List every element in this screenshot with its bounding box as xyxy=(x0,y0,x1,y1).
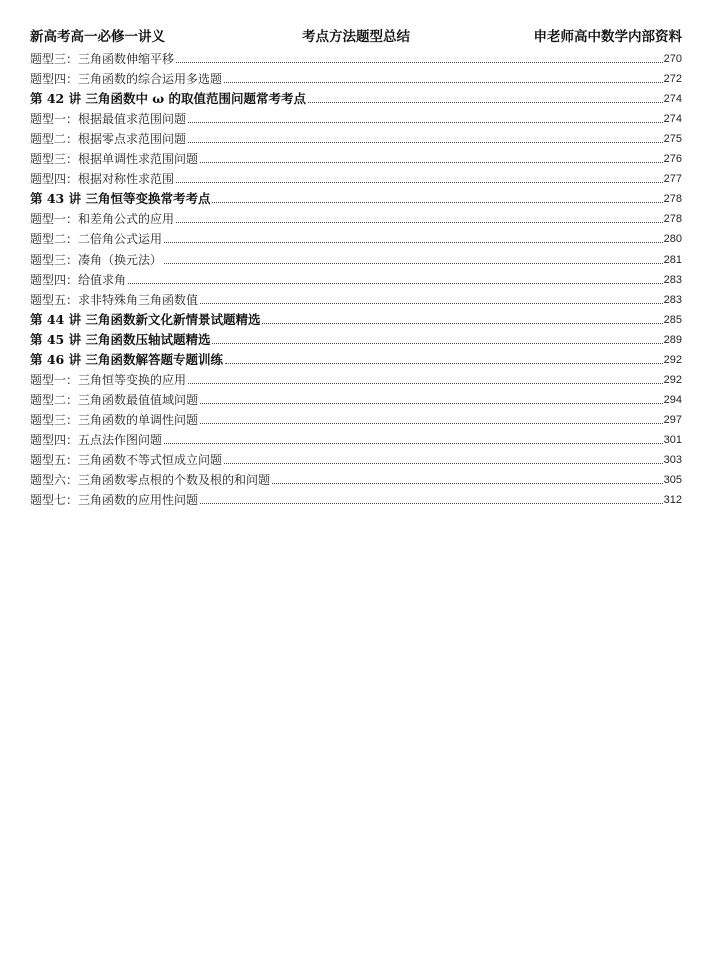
toc-entry-label: 题型三：凑角（换元法） xyxy=(30,252,163,267)
toc-entry-page: 297 xyxy=(663,413,682,426)
toc-entry-page: 276 xyxy=(663,153,682,166)
leader-dots xyxy=(176,222,663,223)
leader-dots xyxy=(212,202,662,203)
toc-entry-page: 303 xyxy=(663,453,682,466)
toc-entry-label: 第 44 讲 三角函数新文化新情景试题精选 xyxy=(30,311,261,327)
leader-dots xyxy=(176,62,663,63)
toc-entry-page: 278 xyxy=(663,193,682,206)
toc-entry-page: 277 xyxy=(663,173,682,186)
toc-entry[interactable] xyxy=(30,387,682,407)
toc-lecture-entry[interactable] xyxy=(30,327,682,347)
leader-dots xyxy=(200,162,663,163)
leader-dots xyxy=(272,483,663,484)
toc-entry-label: 题型一：根据最值求范围问题 xyxy=(30,112,187,127)
toc-entry-page: 283 xyxy=(663,273,682,286)
toc-entry-label: 题型二：根据零点求范围问题 xyxy=(30,132,187,147)
toc-entry-page: 275 xyxy=(663,133,682,146)
toc-entry-label: 题型四：给值求角 xyxy=(30,272,127,287)
toc-entry-label: 题型四：根据对称性求范围 xyxy=(30,172,175,187)
leader-dots xyxy=(200,503,663,504)
toc-entry-label: 题型三：三角函数的单调性问题 xyxy=(30,412,199,427)
toc-entry[interactable] xyxy=(30,106,682,126)
toc-entry[interactable] xyxy=(30,246,682,266)
toc-entry[interactable] xyxy=(30,487,682,507)
toc-entry-label: 题型三：根据单调性求范围问题 xyxy=(30,152,199,167)
toc-entry[interactable] xyxy=(30,407,682,427)
leader-dots xyxy=(262,323,662,324)
toc-entry[interactable] xyxy=(30,146,682,166)
toc-entry-label: 第 43 讲 三角恒等变换常考考点 xyxy=(30,191,211,207)
leader-dots xyxy=(224,82,663,83)
toc-entry[interactable] xyxy=(30,206,682,226)
toc-entry-page: 272 xyxy=(663,73,682,86)
toc-entry-page: 305 xyxy=(663,474,682,487)
toc-entry-page: 274 xyxy=(663,113,682,126)
leader-dots xyxy=(164,242,663,243)
header-center-title: 考点方法题型总结 xyxy=(302,29,410,45)
toc-entry-label: 题型一：和差角公式的应用 xyxy=(30,212,175,227)
leader-dots xyxy=(188,142,663,143)
toc-entry[interactable] xyxy=(30,427,682,447)
page-header xyxy=(30,26,682,44)
toc-entry-label: 第 45 讲 三角函数压轴试题精选 xyxy=(30,331,211,347)
toc-entry[interactable] xyxy=(30,226,682,246)
toc-entry-label: 题型二：三角函数最值值域问题 xyxy=(30,392,199,407)
toc-entry-label: 题型四：三角函数的综合运用多选题 xyxy=(30,72,223,87)
toc-entry-page: 294 xyxy=(663,393,682,406)
toc-entry-page: 283 xyxy=(663,293,682,306)
toc-entry-page: 270 xyxy=(663,53,682,66)
toc-entry-label: 题型四：五点法作图问题 xyxy=(30,432,163,447)
leader-dots xyxy=(164,443,663,444)
toc-entry-page: 292 xyxy=(663,373,682,386)
toc-entry[interactable] xyxy=(30,166,682,186)
toc-lecture-entry[interactable] xyxy=(30,307,682,327)
leader-dots xyxy=(225,363,663,364)
toc-entry[interactable] xyxy=(30,367,682,387)
toc-entry-page: 280 xyxy=(663,233,682,246)
leader-dots xyxy=(200,403,663,404)
toc-entry-label: 第 42 讲 三角函数中 ω 的取值范围问题常考考点 xyxy=(30,91,307,107)
leader-dots xyxy=(308,102,663,103)
toc-entry-page: 289 xyxy=(663,333,682,346)
toc-entry-page: 301 xyxy=(663,433,682,446)
toc-entry-label: 第 46 讲 三角函数解答题专题训练 xyxy=(30,351,223,367)
toc-lecture-entry[interactable] xyxy=(30,347,682,367)
toc-entry-label: 题型五：三角函数不等式恒成立问题 xyxy=(30,452,223,467)
toc-entry-label: 题型二：二倍角公式运用 xyxy=(30,232,163,247)
toc-entry-label: 题型七：三角函数的应用性问题 xyxy=(30,493,199,508)
leader-dots xyxy=(224,463,663,464)
toc-entry[interactable] xyxy=(30,267,682,287)
toc-lecture-entry[interactable] xyxy=(30,86,682,106)
toc-entry-label: 题型六：三角函数零点根的个数及根的和问题 xyxy=(30,473,271,488)
leader-dots xyxy=(128,283,663,284)
table-of-contents xyxy=(30,46,682,507)
toc-lecture-entry[interactable] xyxy=(30,186,682,206)
toc-entry-page: 312 xyxy=(663,494,682,507)
toc-entry-page: 274 xyxy=(663,93,682,106)
header-right-title: 申老师高中数学内部资料 xyxy=(533,29,682,45)
leader-dots xyxy=(188,383,663,384)
leader-dots xyxy=(176,182,663,183)
toc-entry[interactable] xyxy=(30,66,682,86)
toc-entry-page: 292 xyxy=(663,353,682,366)
toc-entry-page: 281 xyxy=(663,253,682,266)
toc-entry-page: 285 xyxy=(663,313,682,326)
leader-dots xyxy=(212,343,662,344)
toc-entry-label: 题型三：三角函数伸缩平移 xyxy=(30,52,175,67)
toc-entry-label: 题型五：求非特殊角三角函数值 xyxy=(30,292,199,307)
toc-entry[interactable] xyxy=(30,447,682,467)
leader-dots xyxy=(200,423,663,424)
leader-dots xyxy=(188,122,663,123)
toc-entry-page: 278 xyxy=(663,213,682,226)
leader-dots xyxy=(164,263,663,264)
toc-entry-label: 题型一：三角恒等变换的应用 xyxy=(30,372,187,387)
toc-entry[interactable] xyxy=(30,46,682,66)
header-left-title: 新高考高一必修一讲义 xyxy=(30,29,165,45)
toc-entry[interactable] xyxy=(30,467,682,487)
leader-dots xyxy=(200,303,663,304)
toc-entry[interactable] xyxy=(30,287,682,307)
toc-entry[interactable] xyxy=(30,126,682,146)
